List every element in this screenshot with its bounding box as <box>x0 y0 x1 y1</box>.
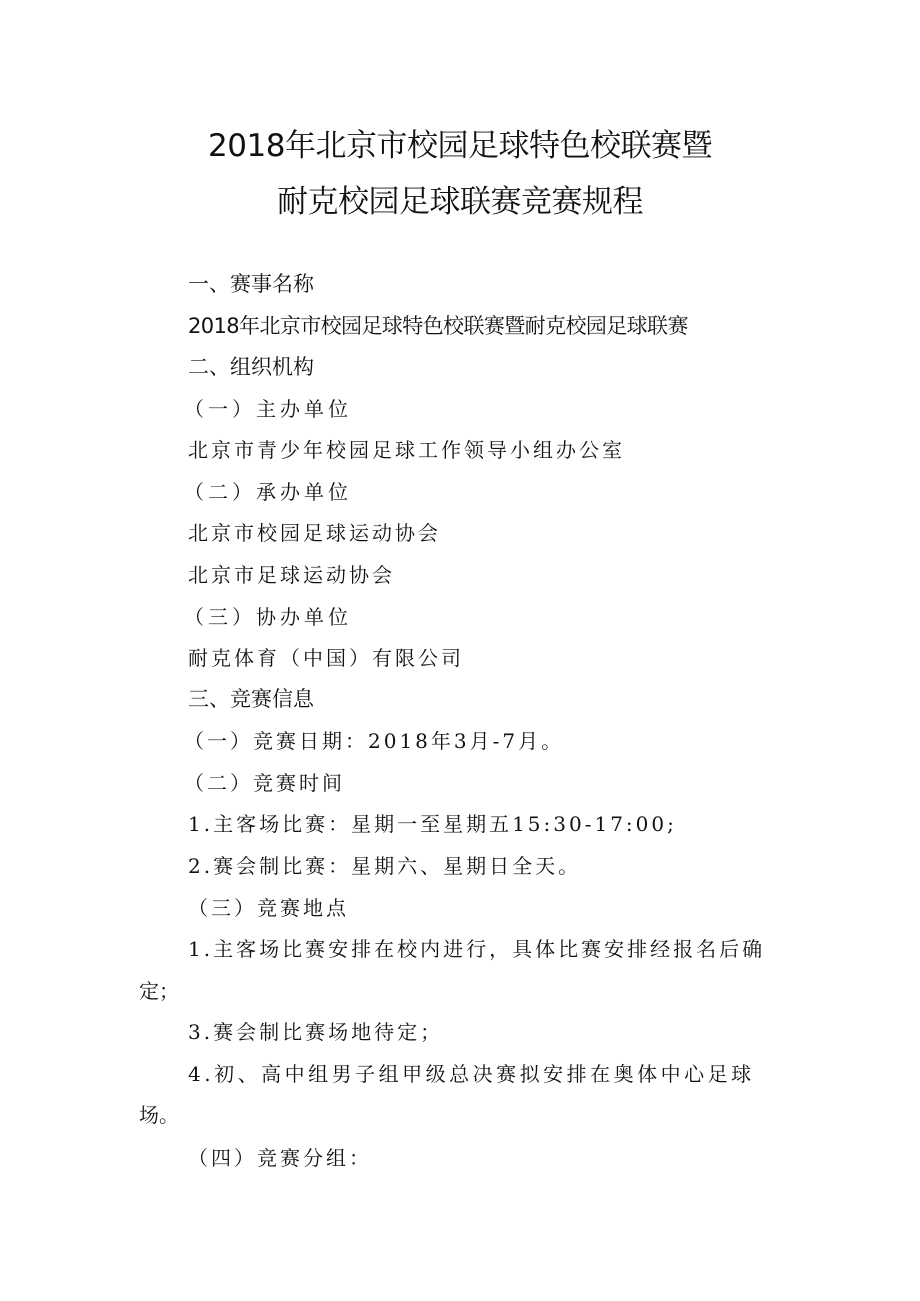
venue-item-4-line-1: 4.初、高中组男子组甲级总决赛拟安排在奥体中心足球 <box>188 1062 755 1086</box>
event-name-text: 2018年北京市校园足球特色校联赛暨耐克校园足球联赛 <box>188 314 688 338</box>
competition-time-heading: （二）竞赛时间 <box>184 771 345 795</box>
competition-time-item-1: 1.主客场比赛：星期一至星期五15:30-17:00; <box>188 812 677 836</box>
co-organizer-text: 耐克体育（中国）有限公司 <box>188 646 464 670</box>
competition-venue-heading: （三）竞赛地点 <box>188 896 349 920</box>
competition-dates: （一）竞赛日期：2018年3月-7月。 <box>184 729 565 753</box>
host-unit-text: 北京市青少年校园足球工作领导小组办公室 <box>188 438 625 462</box>
document-title-line-1: 2018年北京市校园足球特色校联赛暨 <box>208 128 712 164</box>
host-unit-heading: （一）主办单位 <box>184 397 352 421</box>
venue-item-3: 3.赛会制比赛场地待定； <box>188 1020 444 1044</box>
organizer-heading: （二）承办单位 <box>184 480 352 504</box>
co-organizer-heading: （三）协办单位 <box>184 605 352 629</box>
competition-groups-heading: （四）竞赛分组： <box>188 1146 372 1170</box>
organizer-text-1: 北京市校园足球运动协会 <box>188 521 441 545</box>
section-3-heading: 三、竞赛信息 <box>188 687 314 711</box>
competition-time-item-2: 2.赛会制比赛：星期六、星期日全天。 <box>188 854 582 878</box>
venue-item-1-line-1: 1.主客场比赛安排在校内进行，具体比赛安排经报名后确 <box>188 937 766 961</box>
section-2-heading: 二、组织机构 <box>188 355 314 379</box>
document-title-line-2: 耐克校园足球联赛竞赛规程 <box>277 184 643 220</box>
venue-item-4-line-2: 场。 <box>139 1103 179 1127</box>
venue-item-1-line-2: 定； <box>139 979 179 1003</box>
section-1-heading: 一、赛事名称 <box>188 272 314 296</box>
organizer-text-2: 北京市足球运动协会 <box>188 563 395 587</box>
